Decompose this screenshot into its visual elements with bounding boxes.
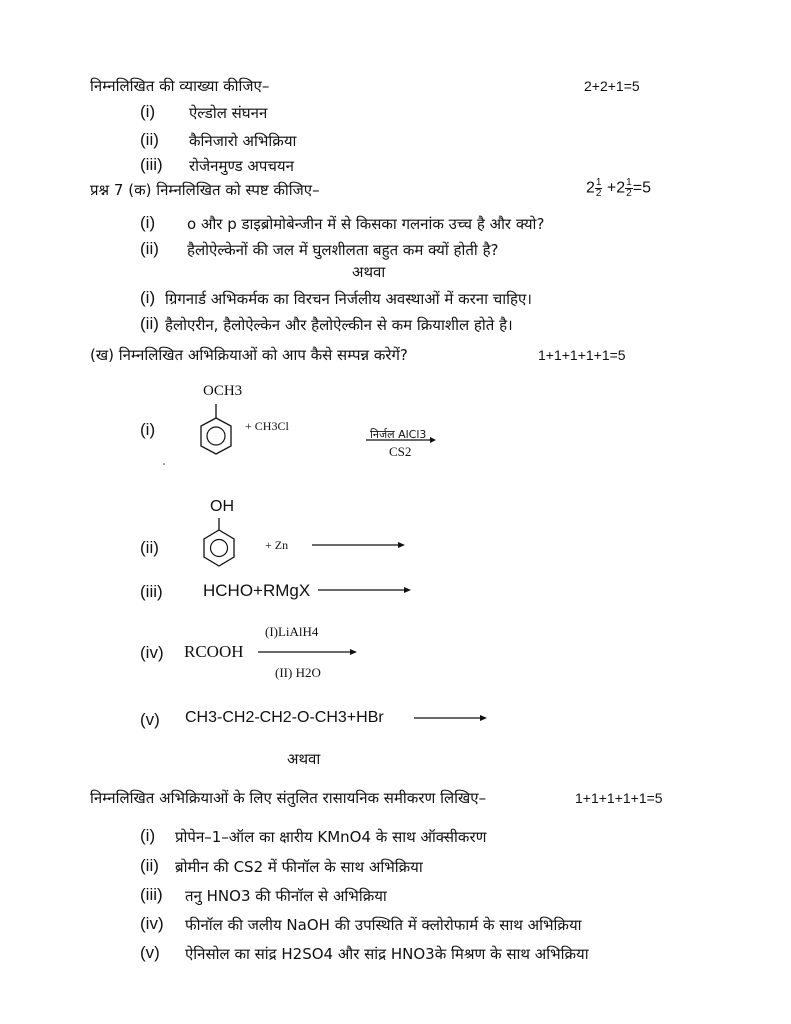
q7b-heading: (ख) निम्नलिखित अभिक्रियाओं को आप कैसे सम्पन्न करेगें?: [90, 346, 408, 364]
q7-marks-total: =5: [632, 179, 651, 197]
q7-marks-numerator: 1: [626, 177, 632, 188]
q7c-heading: निम्नलिखित अभिक्रियाओं के लिए संतुलित रासायनिक समीकरण लिखिए–: [90, 789, 487, 807]
q6-item-num: (iii): [140, 155, 163, 174]
q7-item-text: o और p डाइब्रोमोबेन्जीन में से किसका गलनांक उच्च है और क्यो?: [187, 215, 545, 233]
q7c-item-text: ब्रोमीन की CS2 में फीनॉल के साथ अभिक्रिया: [175, 858, 423, 876]
q7-alt-item-num: (ii): [140, 314, 159, 333]
q7-alt-item-text: ग्रिगनार्ड अभिकर्मक का विरचन निर्जलीय अवस्थाओं में करना चाहिए।: [165, 290, 532, 308]
q7-marks-denominator: 2: [595, 188, 602, 199]
r1-condition-bottom: CS2: [389, 444, 412, 459]
q7c-marks: 1+1+1+1+1=5: [575, 790, 663, 806]
r2-reagent: + Zn: [265, 538, 289, 552]
q7c-item-num: (iv): [140, 914, 164, 933]
q7c-item-num: (v): [140, 943, 160, 962]
q7-athva: अथवा: [352, 263, 386, 281]
r3-num: (iii): [140, 582, 163, 601]
q7b-marks: 1+1+1+1+1=5: [538, 347, 626, 363]
q7-marks-denominator: 2: [626, 188, 632, 199]
q6-item-text: ऐल्डोल संघनन: [189, 104, 268, 122]
r2-substituent: OH: [210, 498, 234, 515]
q7-item-num: (ii): [140, 239, 159, 258]
q6-item-num: (i): [140, 102, 156, 121]
q7-marks-plus: +2: [606, 179, 626, 197]
q7-marks-whole: 2: [586, 179, 595, 197]
q6-item-text: कैनिजारो अभिक्रिया: [189, 132, 297, 150]
r2-num: (ii): [140, 538, 159, 557]
q7-alt-item-text: हैलोएरीन, हैलोऐल्केन और हैलोऐल्कीन से कम क्रियाशील होते है।: [165, 316, 513, 334]
r3-text: HCHO+RMgX: [203, 581, 311, 600]
r5-arrowhead: [480, 715, 487, 721]
r4-text: RCOOH: [184, 642, 244, 661]
q7-item-text: हैलोऐल्केनों की जल में घुलशीलता बहुत कम क्यों होती है?: [187, 241, 499, 259]
r5-text: CH3-CH2-CH2-O-CH3+HBr: [185, 709, 384, 726]
q7c-item-num: (iii): [140, 885, 163, 904]
r1-substituent: OCH3: [203, 383, 243, 399]
r4-num: (iv): [140, 643, 164, 662]
q7c-item-num: (ii): [140, 856, 159, 875]
q7c-item-text: तनु HNO3 की फीनॉल से अभिक्रिया: [185, 887, 387, 905]
r4-condition-bottom: (II) H2O: [275, 665, 321, 680]
q6-item-num: (ii): [140, 130, 159, 149]
q7c-item-text: प्रोपेन–1–ऑल का क्षारीय KMnO4 के साथ ऑक्सीकरण: [175, 828, 487, 846]
q6-heading: निम्नलिखित की व्याख्या कीजिए–: [90, 77, 270, 95]
q7-heading: प्रश्न 7 (क) निम्नलिखित को स्पष्ट कीजिए–: [90, 181, 320, 199]
q6-item-text: रोजेनमुण्ड अपचयन: [189, 157, 294, 175]
r5-num: (v): [140, 710, 160, 729]
r1-condition-top: निर्जल AlCl3: [370, 428, 427, 441]
q7c-item-num: (i): [140, 826, 156, 845]
r4-condition-top: (I)LiAlH4: [265, 624, 319, 639]
q7c-item-text: ऐनिसोल का सांद्र H2SO4 और सांद्र HNO3के मिश्रण के साथ अभिक्रिया: [185, 945, 589, 963]
q7-item-num: (i): [140, 213, 156, 232]
q7c-item-text: फीनॉल की जलीय NaOH की उपस्थिति में क्लोरोफार्म के साथ अभिक्रिया: [185, 916, 582, 934]
q7b-athva: अथवा: [287, 750, 321, 768]
r1-num: (i): [140, 420, 156, 439]
q6-marks: 2+2+1=5: [584, 78, 640, 94]
r1-reagent: + CH3Cl: [245, 419, 289, 433]
q7-marks-numerator: 1: [595, 177, 602, 188]
q7-alt-item-num: (i): [140, 288, 156, 307]
